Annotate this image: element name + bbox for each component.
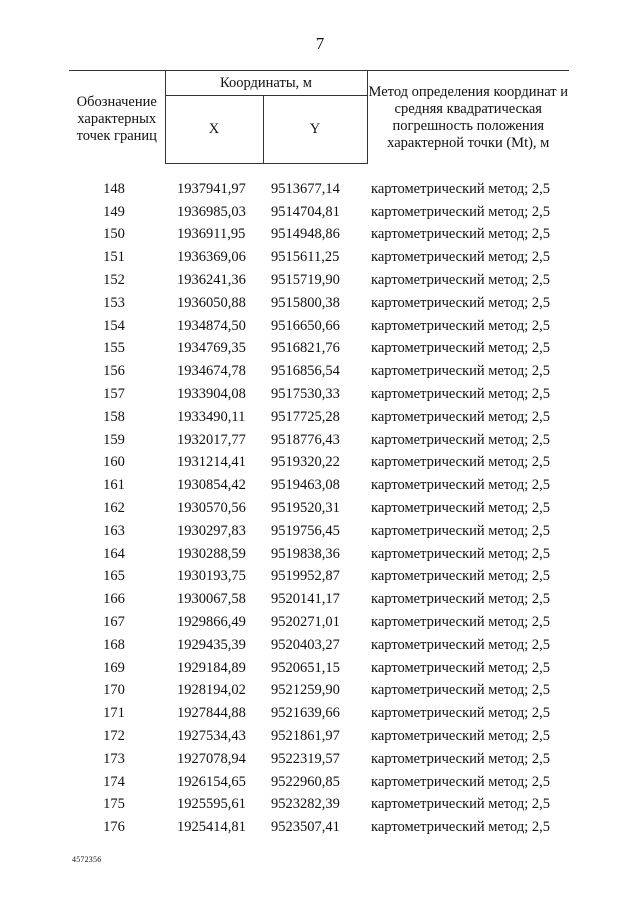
method-cell: картометрический метод; 2,5 bbox=[371, 728, 551, 745]
method-cell: картометрический метод; 2,5 bbox=[371, 431, 551, 448]
y-coordinate-cell: 9516856,54 bbox=[271, 363, 340, 380]
y-coordinate-cell: 9514948,86 bbox=[271, 226, 340, 243]
method-cell: картометрический метод; 2,5 bbox=[371, 796, 551, 813]
table-row bbox=[69, 246, 569, 269]
x-coordinate-cell: 1936985,03 bbox=[177, 203, 246, 220]
y-coordinate-cell: 9520141,17 bbox=[271, 591, 340, 608]
x-coordinate-cell: 1934769,35 bbox=[177, 340, 246, 357]
point-number-cell: 154 bbox=[103, 317, 125, 334]
point-number-cell: 176 bbox=[103, 819, 125, 836]
method-cell: картометрический метод; 2,5 bbox=[371, 454, 551, 471]
point-number-cell: 174 bbox=[103, 773, 125, 790]
point-number-cell: 170 bbox=[103, 682, 125, 699]
x-coordinate-cell: 1937941,97 bbox=[177, 180, 246, 197]
point-number-cell: 163 bbox=[103, 522, 125, 539]
method-cell: картометрический метод; 2,5 bbox=[371, 614, 551, 631]
table-row bbox=[69, 771, 569, 794]
point-number-cell: 153 bbox=[103, 294, 125, 311]
point-number-cell: 149 bbox=[103, 203, 125, 220]
y-coordinate-cell: 9523507,41 bbox=[271, 819, 340, 836]
y-coordinate-cell: 9514704,81 bbox=[271, 203, 340, 220]
method-cell: картометрический метод; 2,5 bbox=[371, 317, 551, 334]
y-coordinate-cell: 9520271,01 bbox=[271, 614, 340, 631]
method-cell: картометрический метод; 2,5 bbox=[371, 522, 551, 539]
x-coordinate-cell: 1936911,95 bbox=[177, 226, 246, 243]
method-cell: картометрический метод; 2,5 bbox=[371, 363, 551, 380]
y-coordinate-cell: 9515719,90 bbox=[271, 272, 340, 289]
x-coordinate-cell: 1933904,08 bbox=[177, 386, 246, 403]
x-coordinate-cell: 1936241,36 bbox=[177, 272, 246, 289]
method-cell: картометрический метод; 2,5 bbox=[371, 773, 551, 790]
table-row bbox=[69, 588, 569, 611]
table-row bbox=[69, 474, 569, 497]
x-coordinate-cell: 1932017,77 bbox=[177, 431, 246, 448]
point-number-cell: 151 bbox=[103, 249, 125, 266]
page-number: 7 bbox=[315, 34, 325, 53]
table-row bbox=[69, 452, 569, 475]
table-row bbox=[69, 292, 569, 315]
method-cell: картометрический метод; 2,5 bbox=[371, 819, 551, 836]
y-coordinate-cell: 9519520,31 bbox=[271, 500, 340, 517]
table-row bbox=[69, 338, 569, 361]
x-coordinate-cell: 1930067,58 bbox=[177, 591, 246, 608]
x-coordinate-cell: 1930854,42 bbox=[177, 477, 246, 494]
method-cell: картометрический метод; 2,5 bbox=[371, 294, 551, 311]
y-coordinate-cell: 9523282,39 bbox=[271, 796, 340, 813]
table-row bbox=[69, 794, 569, 817]
method-cell: картометрический метод; 2,5 bbox=[371, 340, 551, 357]
y-coordinate-cell: 9519756,45 bbox=[271, 522, 340, 539]
method-cell: картометрический метод; 2,5 bbox=[371, 568, 551, 585]
y-coordinate-cell: 9515800,38 bbox=[271, 294, 340, 311]
table-row bbox=[69, 269, 569, 292]
point-number-cell: 148 bbox=[103, 180, 125, 197]
y-coordinate-cell: 9519320,22 bbox=[271, 454, 340, 471]
point-number-cell: 162 bbox=[103, 500, 125, 517]
y-coordinate-cell: 9516650,66 bbox=[271, 317, 340, 334]
point-number-cell: 172 bbox=[103, 728, 125, 745]
table-row bbox=[69, 725, 569, 748]
y-coordinate-cell: 9517530,33 bbox=[271, 386, 340, 403]
point-number-cell: 169 bbox=[103, 659, 125, 676]
x-coordinate-cell: 1927844,88 bbox=[177, 705, 246, 722]
header-coordinates-group: Координаты, м bbox=[165, 71, 367, 96]
x-coordinate-cell: 1925595,61 bbox=[177, 796, 246, 813]
y-coordinate-cell: 9516821,76 bbox=[271, 340, 340, 357]
point-number-cell: 160 bbox=[103, 454, 125, 471]
y-coordinate-cell: 9513677,14 bbox=[271, 180, 340, 197]
table-row bbox=[69, 497, 569, 520]
method-cell: картометрический метод; 2,5 bbox=[371, 386, 551, 403]
method-cell: картометрический метод; 2,5 bbox=[371, 545, 551, 562]
table-spacer bbox=[69, 164, 569, 179]
method-cell: картометрический метод; 2,5 bbox=[371, 500, 551, 517]
method-cell: картометрический метод; 2,5 bbox=[371, 750, 551, 767]
table-row bbox=[69, 429, 569, 452]
table-row bbox=[69, 315, 569, 338]
x-coordinate-cell: 1934674,78 bbox=[177, 363, 246, 380]
table-row bbox=[69, 178, 569, 201]
table-row bbox=[69, 224, 569, 247]
x-coordinate-cell: 1936369,06 bbox=[177, 249, 246, 266]
table-row bbox=[69, 702, 569, 725]
table-row bbox=[69, 566, 569, 589]
table-row bbox=[69, 383, 569, 406]
point-number-cell: 168 bbox=[103, 636, 125, 653]
y-coordinate-cell: 9521861,97 bbox=[271, 728, 340, 745]
table-row bbox=[69, 680, 569, 703]
point-number-cell: 152 bbox=[103, 272, 125, 289]
method-cell: картометрический метод; 2,5 bbox=[371, 682, 551, 699]
x-coordinate-cell: 1930297,83 bbox=[177, 522, 246, 539]
y-coordinate-cell: 9519838,36 bbox=[271, 545, 340, 562]
table-row bbox=[69, 657, 569, 680]
table-body bbox=[69, 164, 569, 840]
y-coordinate-cell: 9518776,43 bbox=[271, 431, 340, 448]
header-x: X bbox=[165, 96, 263, 164]
y-coordinate-cell: 9522319,57 bbox=[271, 750, 340, 767]
point-number-cell: 165 bbox=[103, 568, 125, 585]
y-coordinate-cell: 9520651,15 bbox=[271, 659, 340, 676]
method-cell: картометрический метод; 2,5 bbox=[371, 180, 551, 197]
method-cell: картометрический метод; 2,5 bbox=[371, 272, 551, 289]
point-number-cell: 159 bbox=[103, 431, 125, 448]
point-number-cell: 167 bbox=[103, 614, 125, 631]
table-row bbox=[69, 816, 569, 839]
x-coordinate-cell: 1929435,39 bbox=[177, 636, 246, 653]
x-coordinate-cell: 1927534,43 bbox=[177, 728, 246, 745]
method-cell: картометрический метод; 2,5 bbox=[371, 636, 551, 653]
method-cell: картометрический метод; 2,5 bbox=[371, 477, 551, 494]
method-cell: картометрический метод; 2,5 bbox=[371, 591, 551, 608]
y-coordinate-cell: 9521259,90 bbox=[271, 682, 340, 699]
table-row bbox=[69, 748, 569, 771]
x-coordinate-cell: 1926154,65 bbox=[177, 773, 246, 790]
table-row bbox=[69, 543, 569, 566]
x-coordinate-cell: 1934874,50 bbox=[177, 317, 246, 334]
table-row bbox=[69, 360, 569, 383]
y-coordinate-cell: 9519952,87 bbox=[271, 568, 340, 585]
x-coordinate-cell: 1930570,56 bbox=[177, 500, 246, 517]
point-number-cell: 156 bbox=[103, 363, 125, 380]
table-row bbox=[69, 406, 569, 429]
y-coordinate-cell: 9517725,28 bbox=[271, 408, 340, 425]
table-row bbox=[69, 611, 569, 634]
x-coordinate-cell: 1928194,02 bbox=[177, 682, 246, 699]
coordinates-table bbox=[69, 70, 569, 839]
y-coordinate-cell: 9520403,27 bbox=[271, 636, 340, 653]
y-coordinate-cell: 9519463,08 bbox=[271, 477, 340, 494]
method-cell: картометрический метод; 2,5 bbox=[371, 408, 551, 425]
y-coordinate-cell: 9515611,25 bbox=[271, 249, 340, 266]
y-coordinate-cell: 9522960,85 bbox=[271, 773, 340, 790]
x-coordinate-cell: 1933490,11 bbox=[177, 408, 246, 425]
x-coordinate-cell: 1936050,88 bbox=[177, 294, 246, 311]
header-point-label: Обозначение характерных точек границ bbox=[69, 71, 165, 164]
point-number-cell: 171 bbox=[103, 705, 125, 722]
point-number-cell: 164 bbox=[103, 545, 125, 562]
point-number-cell: 157 bbox=[103, 386, 125, 403]
document-code: 4572356 bbox=[72, 855, 102, 864]
x-coordinate-cell: 1929866,49 bbox=[177, 614, 246, 631]
y-coordinate-cell: 9521639,66 bbox=[271, 705, 340, 722]
x-coordinate-cell: 1929184,89 bbox=[177, 659, 246, 676]
method-cell: картометрический метод; 2,5 bbox=[371, 705, 551, 722]
x-coordinate-cell: 1927078,94 bbox=[177, 750, 246, 767]
table-row bbox=[69, 520, 569, 543]
x-coordinate-cell: 1925414,81 bbox=[177, 819, 246, 836]
method-cell: картометрический метод; 2,5 bbox=[371, 659, 551, 676]
header-y: Y bbox=[263, 96, 367, 164]
point-number-cell: 150 bbox=[103, 226, 125, 243]
header-method: Метод определения координат и средняя квадратическая погрешность положения характерной точки (Mt), м bbox=[367, 71, 569, 164]
method-cell: картометрический метод; 2,5 bbox=[371, 226, 551, 243]
point-number-cell: 155 bbox=[103, 340, 125, 357]
point-number-cell: 158 bbox=[103, 408, 125, 425]
x-coordinate-cell: 1930193,75 bbox=[177, 568, 246, 585]
point-number-cell: 175 bbox=[103, 796, 125, 813]
x-coordinate-cell: 1930288,59 bbox=[177, 545, 246, 562]
x-coordinate-cell: 1931214,41 bbox=[177, 454, 246, 471]
table-row bbox=[69, 201, 569, 224]
method-cell: картометрический метод; 2,5 bbox=[371, 249, 551, 266]
method-cell: картометрический метод; 2,5 bbox=[371, 203, 551, 220]
point-number-cell: 166 bbox=[103, 591, 125, 608]
point-number-cell: 173 bbox=[103, 750, 125, 767]
point-number-cell: 161 bbox=[103, 477, 125, 494]
table-header bbox=[69, 71, 569, 164]
table-row bbox=[69, 634, 569, 657]
